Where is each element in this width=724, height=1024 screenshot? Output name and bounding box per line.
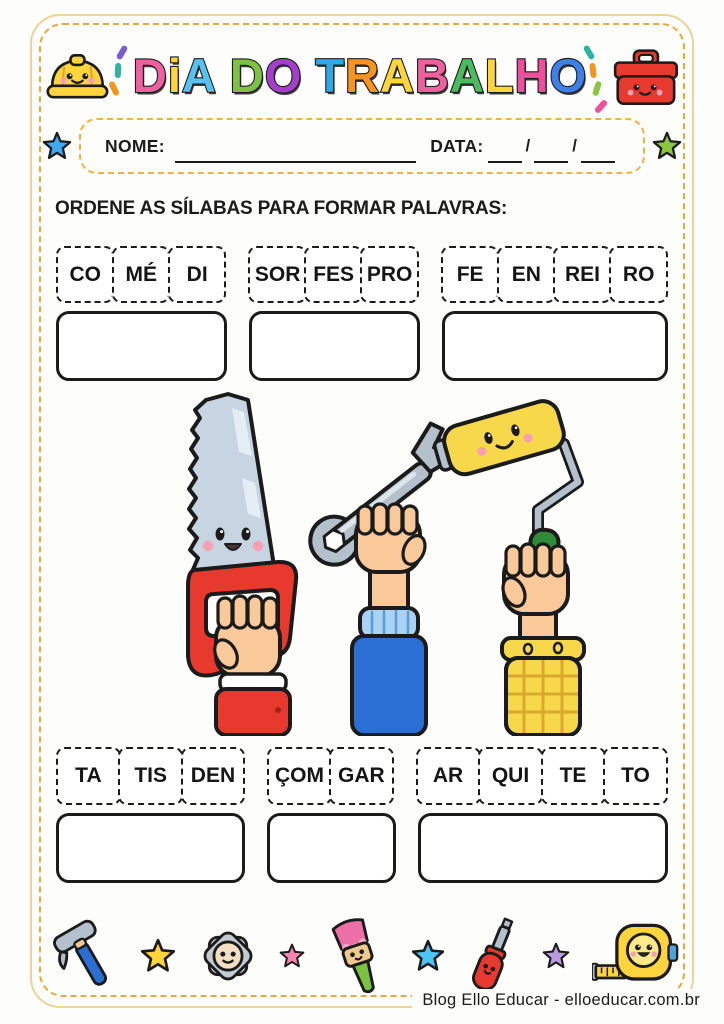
sparkle-decoration [108, 80, 120, 96]
safety-helmet-icon [46, 47, 109, 109]
syllable-cell: TIS [118, 747, 183, 805]
syllable-cell: GAR [329, 747, 393, 805]
title-letter: O [264, 48, 302, 102]
name-label: NOME: [105, 135, 165, 156]
syllable-cell: FE [441, 246, 500, 303]
syllable-cell: EN [497, 246, 556, 303]
title-letter: A [181, 48, 216, 102]
answer-box [249, 311, 420, 381]
syllable-cell: ÇOM [267, 747, 331, 805]
measuring-tape-icon [592, 919, 680, 993]
green-star-icon [652, 131, 682, 161]
syllable-cell: AR [416, 747, 481, 805]
blue-star-icon [42, 131, 72, 161]
date-label: DATA: [430, 135, 484, 156]
blue-star-icon [411, 939, 445, 973]
title-letter: i [167, 48, 181, 102]
title-sparkles-left [109, 41, 133, 115]
sparkle-decoration [594, 99, 608, 114]
date-year-line [581, 129, 615, 163]
syllable-group [267, 747, 393, 805]
date-day-line [488, 129, 522, 163]
title-letter: L [484, 48, 514, 102]
title-letter: O [549, 48, 587, 102]
hand-holding-saw-illustration [188, 394, 296, 735]
syllable-cell: TO [603, 747, 668, 805]
syllable-group [56, 246, 226, 303]
answer-row-2 [56, 813, 668, 883]
date-separator: / [525, 136, 531, 155]
syllable-row-2 [56, 747, 668, 805]
footer-credit: Blog Ello Educar - elloeducar.com.br [412, 989, 710, 1012]
answer-box [56, 813, 245, 883]
tools-illustration [0, 386, 724, 736]
name-date-row [42, 118, 682, 174]
answer-box [442, 311, 668, 381]
answer-row-1 [56, 311, 668, 381]
title-letter: H [514, 48, 549, 102]
syllable-cell: DEN [181, 747, 246, 805]
sparkle-decoration [115, 63, 122, 78]
sparkle-decoration [589, 63, 597, 79]
title-sparkles-right [586, 41, 610, 115]
syllable-row-1 [56, 246, 668, 303]
name-write-line [175, 129, 416, 163]
syllable-cell: QUI [478, 747, 543, 805]
toolbox-icon [610, 43, 682, 113]
header [46, 34, 682, 122]
syllable-cell: REI [553, 246, 612, 303]
hand-holding-paint-roller-illustration [431, 397, 584, 735]
instruction-text: ORDENE AS SÍLABAS PARA FORMAR PALAVRAS: [55, 198, 508, 219]
screwdriver-icon [467, 915, 521, 997]
gear-icon [198, 926, 258, 986]
title-letter: B [415, 48, 449, 102]
syllable-cell: RO [609, 246, 668, 303]
title-letter: A [380, 48, 414, 102]
yellow-star-icon [140, 938, 176, 974]
title-letter: A [449, 48, 484, 102]
syllable-cell: TA [56, 747, 121, 805]
date-separator: / [572, 136, 577, 155]
syllable-group [248, 246, 418, 303]
pink-star-icon [279, 943, 305, 969]
title-letter: T [315, 48, 345, 102]
syllable-cell: FES [304, 246, 362, 303]
title-letter: D [229, 48, 264, 102]
syllable-cell: MÉ [112, 246, 170, 303]
name-date-box [79, 118, 645, 174]
syllable-cell: PRO [360, 246, 418, 303]
answer-box [267, 813, 395, 883]
hammer-icon [52, 917, 118, 995]
title-letter: D [132, 48, 167, 102]
date-month-line [534, 129, 568, 163]
syllable-group [56, 747, 245, 805]
answer-box [418, 813, 668, 883]
syllable-group [416, 747, 668, 805]
paintbrush-icon [327, 915, 389, 997]
answer-box [56, 311, 227, 381]
page-title [132, 48, 587, 105]
purple-star-icon [542, 942, 570, 970]
sparkle-decoration [592, 80, 602, 96]
syllable-group [441, 246, 668, 303]
syllable-cell: SOR [248, 246, 306, 303]
syllable-cell: DI [168, 246, 226, 303]
syllable-cell: TE [541, 747, 606, 805]
syllable-cell: CO [56, 246, 114, 303]
title-letter: R [345, 48, 380, 102]
sparkle-decoration [116, 45, 129, 61]
